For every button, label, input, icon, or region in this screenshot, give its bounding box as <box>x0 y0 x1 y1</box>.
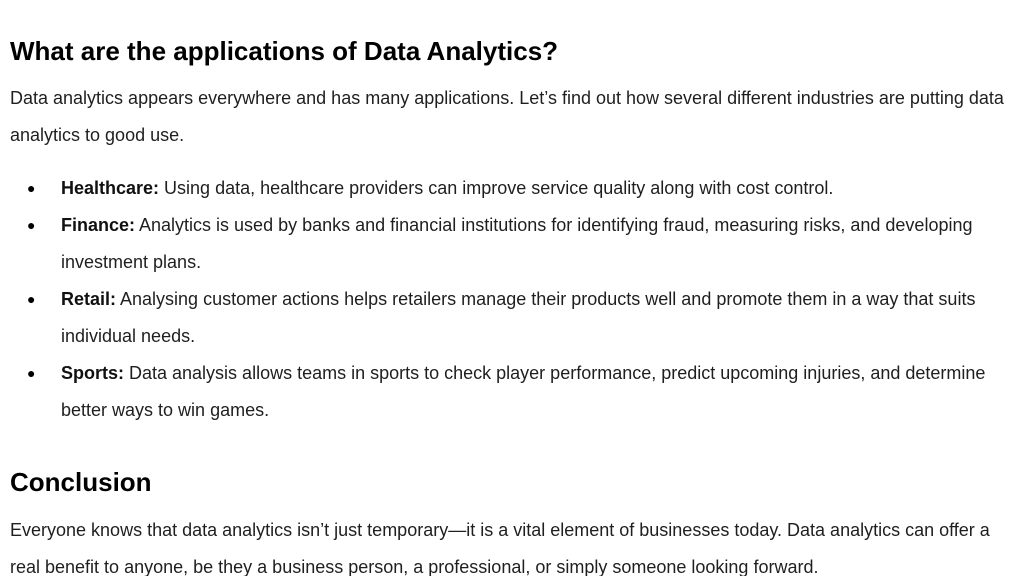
applications-list <box>10 170 1014 429</box>
list-item-text: Using data, healthcare providers can improve service quality along with cost control. <box>159 178 834 198</box>
conclusion-heading: Conclusion <box>10 467 152 497</box>
list-item-term: Healthcare: <box>61 178 160 198</box>
list-item-text: Analytics is used by banks and financial institutions for identifying fraud, measuring risks, and developing investment plans. <box>61 215 973 272</box>
list-item <box>10 281 1014 355</box>
bullet-icon: ● <box>27 217 36 233</box>
list-item-term: Retail: <box>61 289 117 309</box>
list-item-term: Finance: <box>61 215 136 235</box>
conclusion-paragraph: Everyone knows that data analytics isn’t just temporary—it is a vital element of businesses today. Data analytics can offer a real benefit to anyone, be they a business person, a professional, or simply someone looking forward. <box>10 520 990 576</box>
list-item <box>10 170 1014 207</box>
list-item <box>10 207 1014 281</box>
applications-intro-paragraph: Data analytics appears everywhere and has many applications. Let’s find out how several different industries are putting data analytics to good use. <box>10 88 1004 145</box>
bullet-icon: ● <box>27 180 36 196</box>
bullet-icon: ● <box>27 365 36 381</box>
list-item <box>10 355 1014 429</box>
list-item-text: Data analysis allows teams in sports to check player performance, predict upcoming injuries, and determine better ways to win games. <box>61 363 986 420</box>
list-item-text: Analysing customer actions helps retailers manage their products well and promote them in a way that suits individual needs. <box>61 289 976 346</box>
bullet-icon: ● <box>27 291 36 307</box>
applications-heading: What are the applications of Data Analytics? <box>10 36 559 66</box>
list-item-term: Sports: <box>61 363 124 383</box>
